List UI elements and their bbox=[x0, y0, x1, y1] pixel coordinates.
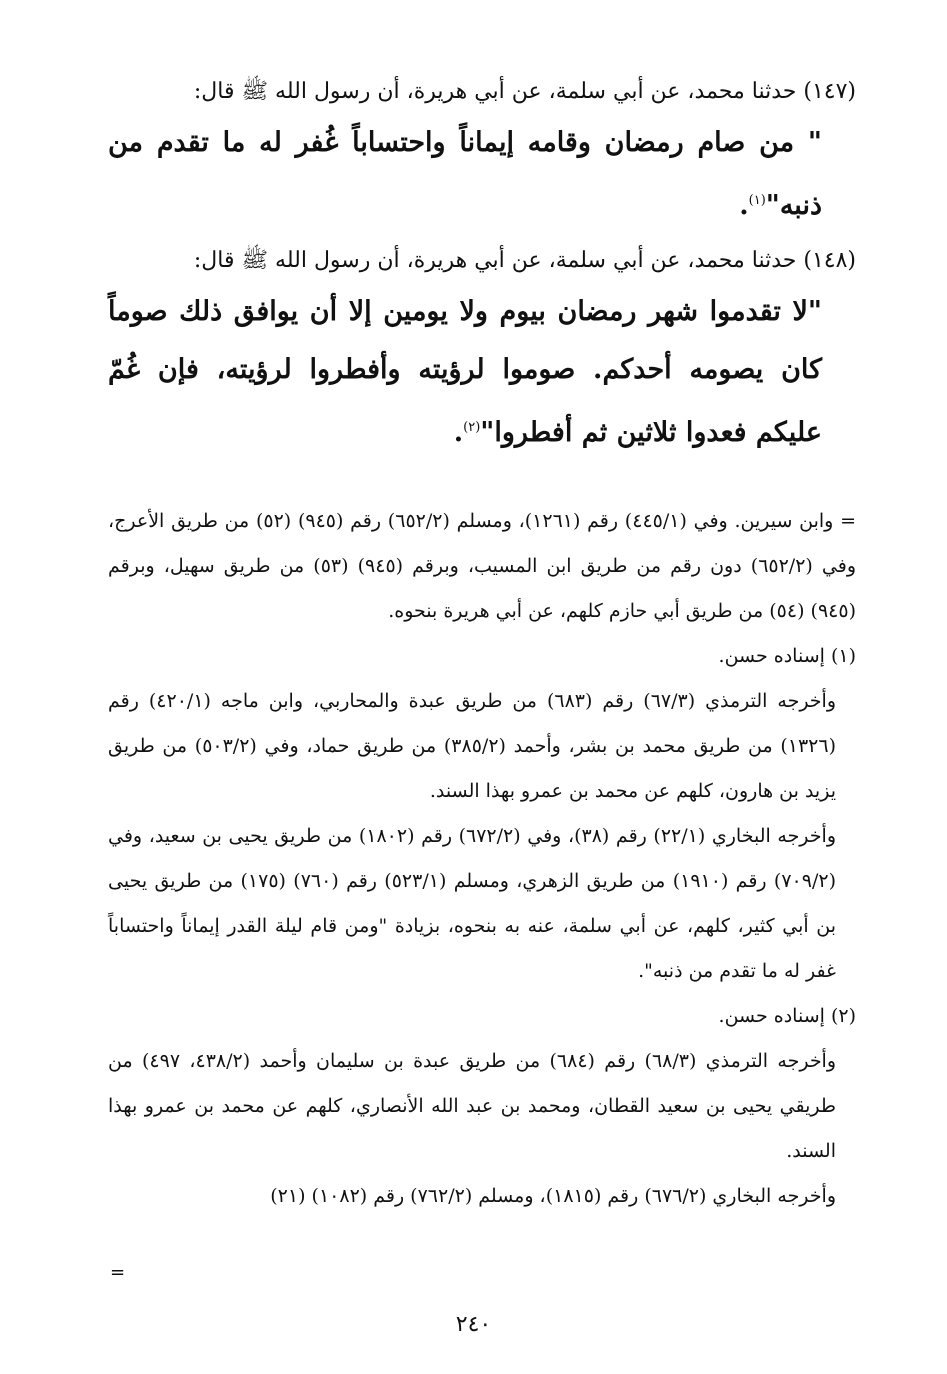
hadith-148-matn bbox=[108, 283, 822, 462]
page-content bbox=[108, 70, 856, 1219]
footnote-2-heading: (٢) إسناده حسن. bbox=[718, 1005, 856, 1027]
footnote-2-paragraph-2: وأخرجه البخاري (٦٧٦/٢) رقم (١٨١٥)، ومسلم (٧٦٢/٢) رقم (١٠٨٢) (٢١) bbox=[270, 1185, 836, 1207]
footnote-ref-2[interactable]: (٢) bbox=[463, 420, 481, 435]
hadith-147-text: " من صام رمضان وقامه إيماناً واحتساباً غُفر له ما تقدم من ذنبه" bbox=[108, 127, 822, 221]
hadith-147-end: . bbox=[739, 190, 749, 221]
hadith-147-isnad: (١٤٧) حدثنا محمد، عن أبي سلمة، عن أبي هريرة، أن رسول الله ﷺ قال: bbox=[193, 79, 856, 104]
footnotes-section bbox=[108, 499, 856, 1219]
footnote-ref-1[interactable]: (١) bbox=[748, 193, 766, 208]
footnote-continuation: = وابن سيرين. وفي (٤٤٥/١) رقم (١٢٦١)، ومسلم (٦٥٢/٢) رقم (٩٤٥) (٥٢) من طريق الأعرج، وفي (٦٥٢/٢) دون رقم من طريق ابن المسيب، وبرقم (٩٤٥) (٥٣) من طريق سهيل، وبرقم (٩٤٥) (٥٤) من طريق أبي حازم كلهم، عن أبي هريرة بنحوه. bbox=[108, 510, 857, 622]
hadith-148-isnad: (١٤٨) حدثنا محمد، عن أبي سلمة، عن أبي هريرة، أن رسول الله ﷺ قال: bbox=[193, 248, 856, 273]
hadith-148-end: . bbox=[453, 417, 464, 448]
hadith-148-text: "لا تقدموا شهر رمضان بيوم ولا يومين إلا أن يوافق ذلك صوماً كان يصومه أحدكم. صوموا لرؤيته وأفطروا لرؤيته، فإن غُمّ عليكم فعدوا ثلاثين ثم أفطروا" bbox=[108, 296, 822, 448]
page-number: ٢٤٠ bbox=[455, 1312, 492, 1337]
footnote-1-paragraph-1: وأخرجه الترمذي (٦٧/٣) رقم (٦٨٣) من طريق عبدة والمحاربي، وابن ماجه (٤٢٠/١) رقم (١٣٢٦) من طريق محمد بن بشر، وأحمد (٣٨٥/٢) من طريق حماد، وفي (٥٠٣/٢) من طريق يزيد بن هارون، كلهم عن محمد بن عمرو بهذا السند. bbox=[108, 690, 837, 802]
continuation-mark: = bbox=[110, 1262, 126, 1283]
hadith-147-matn bbox=[108, 114, 822, 235]
footnote-1-paragraph-2: وأخرجه البخاري (٢٢/١) رقم (٣٨)، وفي (٦٧٢/٢) رقم (١٨٠٢) من طريق يحيى بن سعيد، وفي (٧٠٩/٢) رقم (١٩١٠) من طريق الزهري، ومسلم (٥٢٣/١) رقم (٧٦٠) (١٧٥) من طريق يحيى بن أبي كثير، كلهم، عن أبي سلمة، عنه به بنحوه، بزيادة "ومن قام ليلة القدر إيماناً واحتساباً غفر له ما تقدم من ذنبه". bbox=[108, 825, 836, 982]
footnote-2-paragraph-1: وأخرجه الترمذي (٦٨/٣) رقم (٦٨٤) من طريق عبدة بن سليمان وأحمد (٤٣٨/٢، ٤٩٧) من طريقي يحيى بن سعيد القطان، ومحمد بن عبد الله الأنصاري، كلهم عن محمد بن عمرو بهذا السند. bbox=[108, 1050, 837, 1162]
footnote-1-heading: (١) إسناده حسن. bbox=[718, 645, 856, 667]
